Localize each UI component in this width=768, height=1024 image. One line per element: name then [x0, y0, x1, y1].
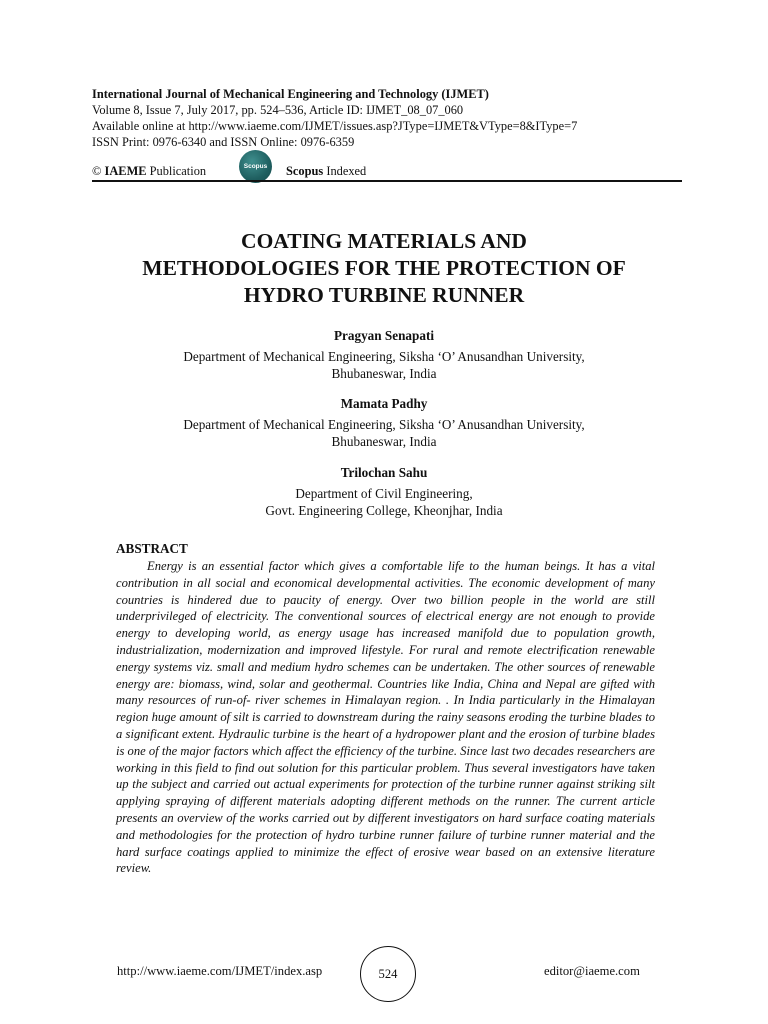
author-affiliation-line: Bhubaneswar, India: [331, 366, 437, 381]
author-affiliation-line: Bhubaneswar, India: [331, 434, 437, 449]
available-online-link[interactable]: Available online at http://www.iaeme.com/IJMET/issues.asp?JType=IJMET&VType=8&IType=7: [92, 119, 578, 133]
footer-email-link[interactable]: editor@iaeme.com: [544, 964, 640, 978]
indexed-word: Indexed: [326, 164, 367, 178]
author-block: [100, 395, 668, 450]
paper-title: [60, 228, 708, 309]
author-name: Trilochan Sahu: [340, 465, 428, 480]
author-affiliation-line: Department of Mechanical Engineering, Siksha ‘O’ Anusandhan University,: [183, 349, 585, 364]
title-line-3: HYDRO TURBINE RUNNER: [243, 283, 525, 307]
publisher-name: IAEME: [104, 164, 147, 178]
journal-header: [92, 86, 577, 150]
publisher-label: [92, 163, 206, 179]
publication-word: Publication: [149, 164, 207, 178]
journal-name: International Journal of Mechanical Engineering and Technology (IJMET): [92, 87, 489, 101]
publication-row: [92, 150, 682, 182]
title-line-1: COATING MATERIALS AND: [241, 229, 527, 253]
abstract-heading: ABSTRACT: [116, 541, 188, 556]
author-name: Pragyan Senapati: [333, 328, 434, 343]
author-affiliation-line: Department of Civil Engineering,: [295, 486, 473, 501]
page-number: 524: [360, 946, 416, 1002]
scopus-logo-icon: Scopus: [239, 150, 272, 183]
author-name: Mamata Padhy: [340, 396, 428, 411]
issn-info: ISSN Print: 0976-6340 and ISSN Online: 0976-6359: [92, 135, 355, 149]
abstract-body: Energy is an essential factor which gives a comfortable life to the human beings. It has a vital contribution in all social and economical developmental activities. The economic development of many countries is hindered due to paucity of energy. Over two billion people in the world are still underprivileged of electricity. The conventional sources of electrical energy are not enough to provide energy to developing world, as energy usage has increased manifold due to population growth, industrialization, modernization and improved lifestyle. For rural and remote electrification renewable energy systems viz. small and medium hydro schemes can be undertaken. The other sources of renewable energy are: biomass, wind, solar and geothermal. Countries like India, China and Nepal are gifted with many resources of run-of- river schemes in Himalayan region. . In India particularly in the Himalayan region huge amount of silt is carried to downstream during the rainy seasons eroding the turbine blades to a significant extent. Hydraulic turbine is the heart of a hydropower plant and the erosion of turbine blades is one of the major factors which affect the efficiency of the turbine. Since last two decades researchers are working in this field to find out solution for this particular problem. Thus several investigators have taken up the subject and carried out actual experiments for protection of the turbine runner against striking silt applying spraying of different materials adopting different methods on the runner. The current article presents an overview of the works carried out by different investigators on hard surface coating materials and methodologies for the protection of hydro turbine runner failure of turbine runner material and the hard surface coatings applied to minimize the effect of erosive wear based on an extensive literature review.: [116, 559, 655, 876]
author-affiliation-line: Department of Mechanical Engineering, Siksha ‘O’ Anusandhan University,: [183, 417, 585, 432]
title-line-2: METHODOLOGIES FOR THE PROTECTION OF: [142, 256, 626, 280]
header-divider: [92, 180, 682, 182]
scopus-indexed-label: [286, 163, 366, 179]
footer-url-link[interactable]: http://www.iaeme.com/IJMET/index.asp: [117, 964, 323, 978]
author-block: [100, 327, 668, 382]
volume-info: Volume 8, Issue 7, July 2017, pp. 524–536, Article ID: IJMET_08_07_060: [92, 103, 464, 117]
scopus-word: Scopus: [286, 164, 324, 178]
author-block: [100, 464, 668, 519]
copyright-symbol: ©: [92, 164, 102, 178]
author-affiliation-line: Govt. Engineering College, Kheonjhar, India: [265, 503, 503, 518]
